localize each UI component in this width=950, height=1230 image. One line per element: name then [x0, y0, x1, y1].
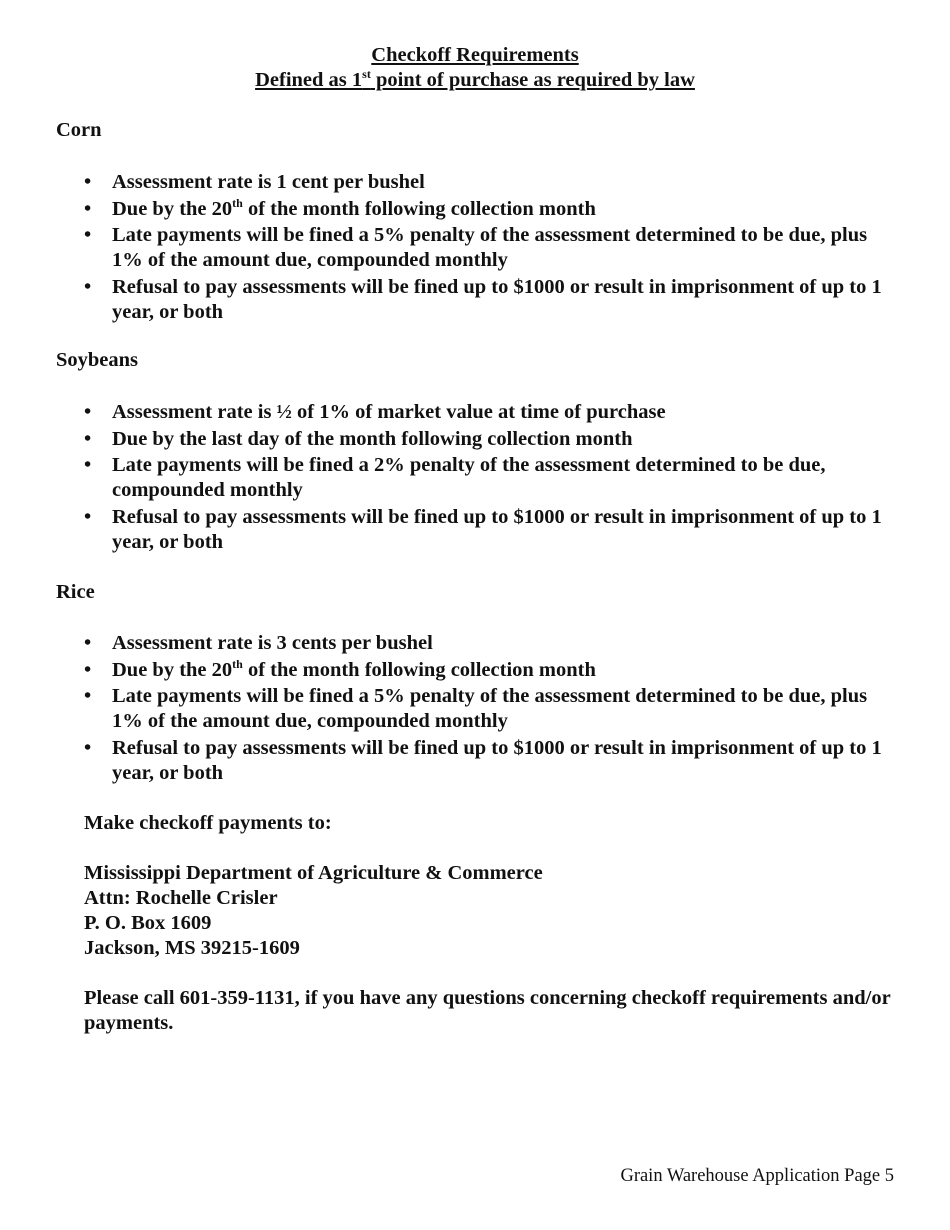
section-heading-corn: Corn [56, 119, 102, 141]
list-item: • Assessment rate is 1 cent per bushel [84, 171, 425, 193]
list-item: • Late payments will be fined a 5% penalty of the assessment determined to be due, plus 1% of the amount due, compounded monthly [84, 685, 868, 733]
title-block [0, 43, 950, 93]
page-footer: Grain Warehouse Application Page 5 [620, 1166, 894, 1186]
bullet-icon: • [84, 171, 92, 193]
corn-bullet-list [0, 170, 900, 326]
bullet-icon: • [84, 224, 92, 247]
address-line: Attn: Rochelle Crisler [84, 887, 278, 909]
list-item: • Assessment rate is ½ of 1% of market value at time of purchase [84, 401, 666, 423]
bullet-icon: • [84, 401, 92, 423]
bullet-icon: • [84, 275, 92, 298]
soybeans-bullet-list [0, 400, 900, 556]
page-subtitle: Defined as 1st point of purchase as required by law [255, 67, 695, 91]
bullet-icon: • [84, 454, 92, 477]
list-item: • Refusal to pay assessments will be fined up to $1000 or result in imprisonment of up to 1 year, or both [84, 275, 882, 323]
address-line: Mississippi Department of Agriculture & Commerce [84, 862, 543, 884]
contact-note: Please call 601-359-1131, if you have any questions concerning checkoff requirements and/or payments. [84, 987, 891, 1034]
address-line: Jackson, MS 39215-1609 [84, 937, 300, 959]
list-item: • Assessment rate is 3 cents per bushel [84, 632, 433, 654]
payment-intro: Make checkoff payments to: [84, 812, 332, 834]
list-item: • Due by the 20th of the month following collection month [84, 656, 596, 681]
list-item: • Late payments will be fined a 2% penalty of the assessment determined to be due, compounded monthly [84, 454, 826, 502]
list-item: • Due by the 20th of the month following collection month [84, 195, 596, 220]
list-item: • Refusal to pay assessments will be fined up to $1000 or result in imprisonment of up to 1 year, or both [84, 505, 882, 553]
list-item: • Due by the last day of the month following collection month [84, 427, 633, 450]
page-title: Checkoff Requirements [371, 44, 579, 66]
bullet-icon: • [84, 658, 92, 681]
section-heading-rice: Rice [56, 581, 95, 603]
bullet-icon: • [84, 505, 92, 528]
list-item: • Late payments will be fined a 5% penalty of the assessment determined to be due, plus 1% of the amount due, compounded monthly [84, 224, 868, 272]
rice-bullet-list [0, 631, 900, 787]
bullet-icon: • [84, 736, 92, 759]
address-line: P. O. Box 1609 [84, 912, 212, 934]
bullet-icon: • [84, 685, 92, 708]
bullet-icon: • [84, 197, 92, 220]
list-item: • Refusal to pay assessments will be fined up to $1000 or result in imprisonment of up to 1 year, or both [84, 736, 882, 784]
section-heading-soybeans: Soybeans [56, 349, 139, 371]
bullet-icon: • [84, 632, 92, 654]
bullet-icon: • [84, 427, 92, 450]
mailing-address [84, 861, 543, 961]
